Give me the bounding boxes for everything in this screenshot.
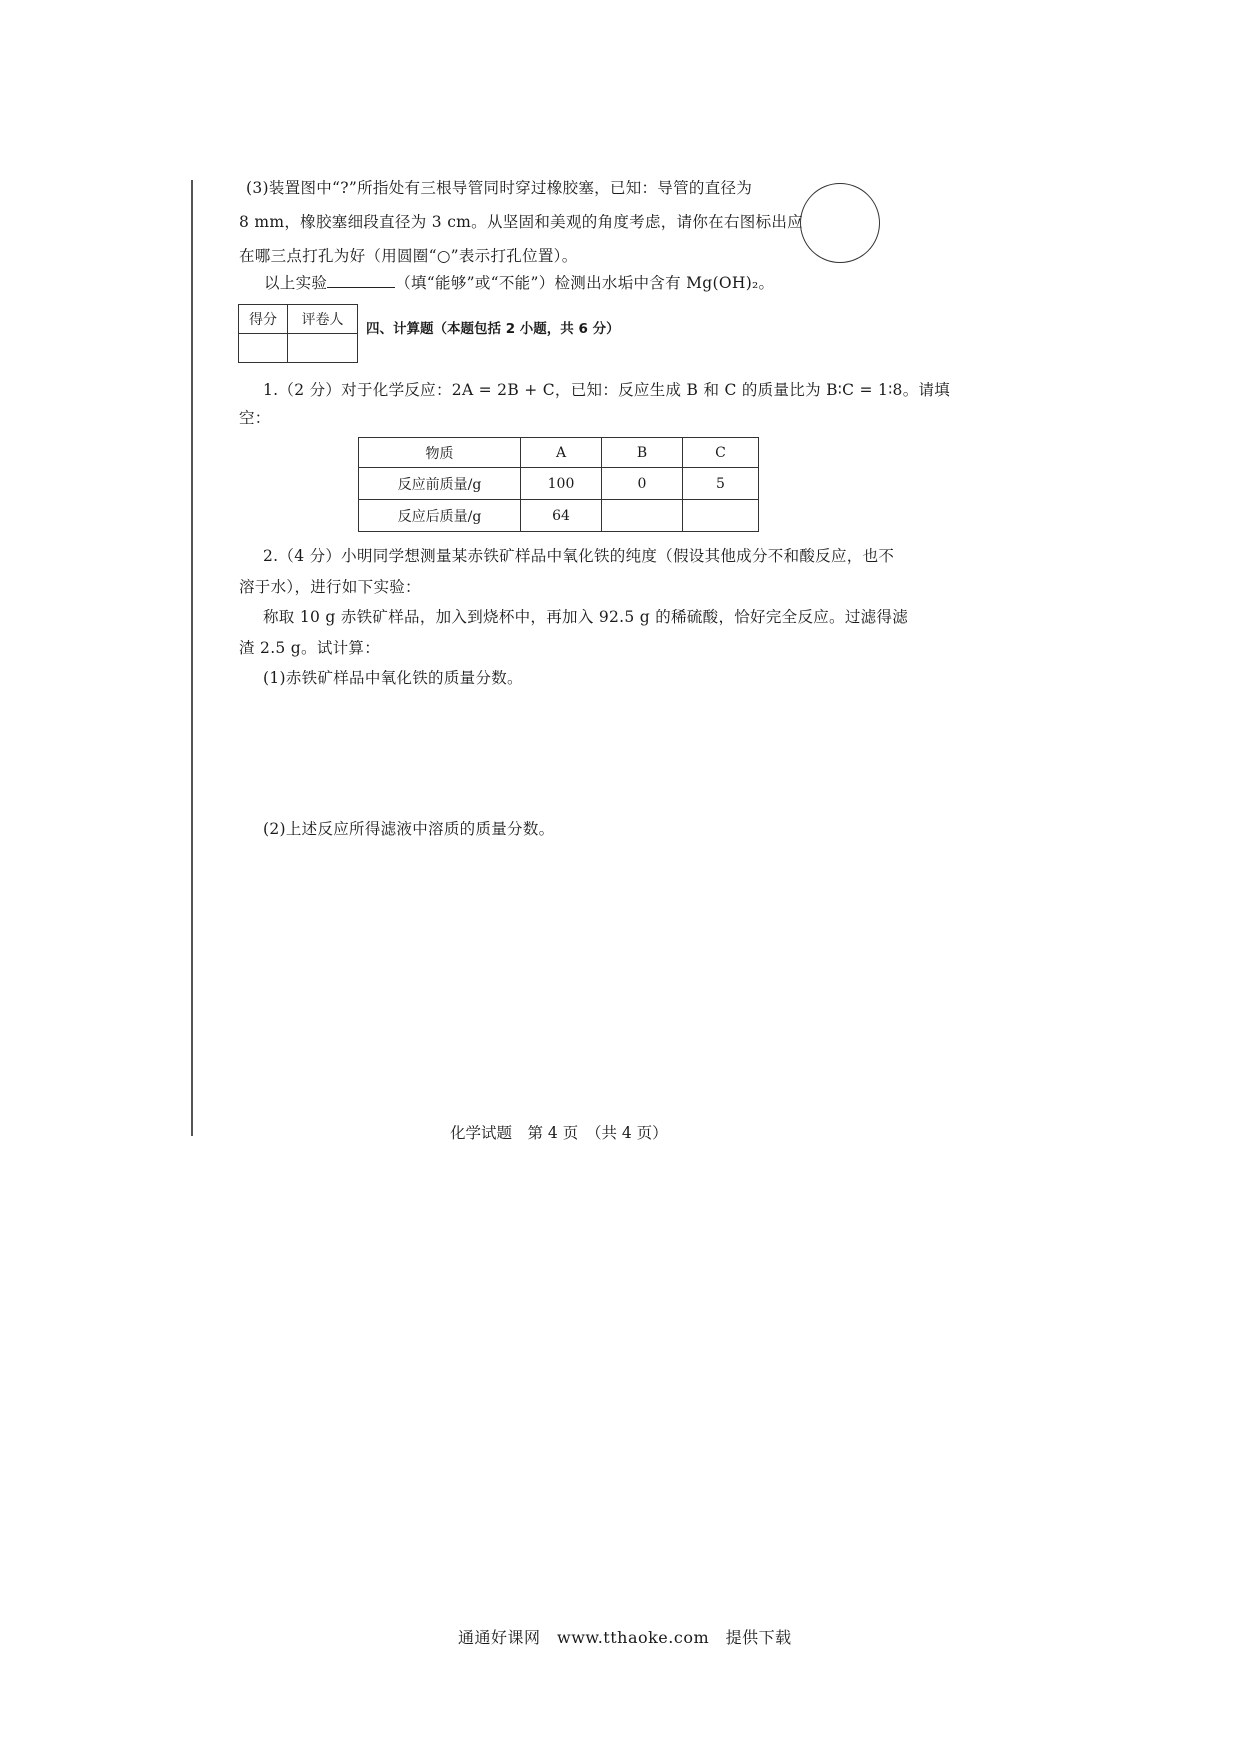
p2-sub-question-2: (2)上述反应所得滤液中溶质的质量分数。: [263, 820, 555, 838]
p2-line-3: 称取 10 g 赤铁矿样品，加入到烧杯中，再加入 92.5 g 的稀硫酸，恰好完全反应。过滤得滤: [263, 608, 909, 626]
p2-line-2: 溶于水），进行如下实验：: [239, 578, 421, 596]
table-cell: 反应后质量/g: [359, 500, 521, 532]
p2-line-4: 渣 2.5 g。试计算：: [239, 639, 381, 657]
download-credit: 通通好课网 www.tthaoke.com 提供下载: [458, 1628, 792, 1647]
score-label: 得分: [239, 305, 288, 334]
page-footer: 化学试题 第 4 页 （共 4 页）: [450, 1124, 668, 1142]
grader-cell[interactable]: [288, 334, 358, 363]
score-cell[interactable]: [239, 334, 288, 363]
q3-line-2: 8 mm，橡胶塞细段直径为 3 cm。从坚固和美观的角度考虑，请你在右图标出应: [239, 213, 803, 231]
answer-blank[interactable]: [327, 273, 395, 288]
q3-line-4: [264, 273, 774, 293]
rubber-stopper-circle[interactable]: [800, 183, 880, 263]
score-box: [238, 304, 358, 363]
table-cell: 64: [521, 500, 602, 532]
grader-label: 评卷人: [288, 305, 358, 334]
q3-line-3: 在哪三点打孔为好（用圆圈“○”表示打孔位置）。: [239, 247, 578, 265]
table-row: [359, 500, 759, 532]
p2-sub-question-1: (1)赤铁矿样品中氧化铁的质量分数。: [263, 669, 523, 687]
mass-table: [358, 437, 759, 532]
answer-cell-b[interactable]: [602, 500, 683, 532]
q3-line-4-prefix: 以上实验: [264, 274, 328, 292]
table-header-cell: 物质: [359, 438, 521, 468]
p2-line-1: 2.（4 分）小明同学想测量某赤铁矿样品中氧化铁的纯度（假设其他成分不和酸反应，也不: [263, 547, 895, 565]
table-header-row: [359, 438, 759, 468]
table-row: [359, 468, 759, 500]
table-header-cell: C: [683, 438, 759, 468]
table-cell: 100: [521, 468, 602, 500]
q3-line-1: (3)装置图中“?”所指处有三根导管同时穿过橡胶塞，已知：导管的直径为: [246, 179, 753, 197]
table-cell: 反应前质量/g: [359, 468, 521, 500]
binding-margin-line: [191, 180, 193, 1136]
p1-line-2: 空：: [239, 409, 271, 427]
section-title: 四、计算题（本题包括 2 小题，共 6 分）: [366, 321, 620, 337]
p1-line-1: 1.（2 分）对于化学反应：2A = 2B + C，已知：反应生成 B 和 C 的质量比为 B∶C = 1∶8。请填: [263, 381, 951, 399]
table-header-cell: B: [602, 438, 683, 468]
table-header-cell: A: [521, 438, 602, 468]
answer-cell-c[interactable]: [683, 500, 759, 532]
table-cell: 5: [683, 468, 759, 500]
table-cell: 0: [602, 468, 683, 500]
q3-line-4-suffix: （填“能够”或“不能”）检测出水垢中含有 Mg(OH)₂。: [395, 274, 775, 292]
